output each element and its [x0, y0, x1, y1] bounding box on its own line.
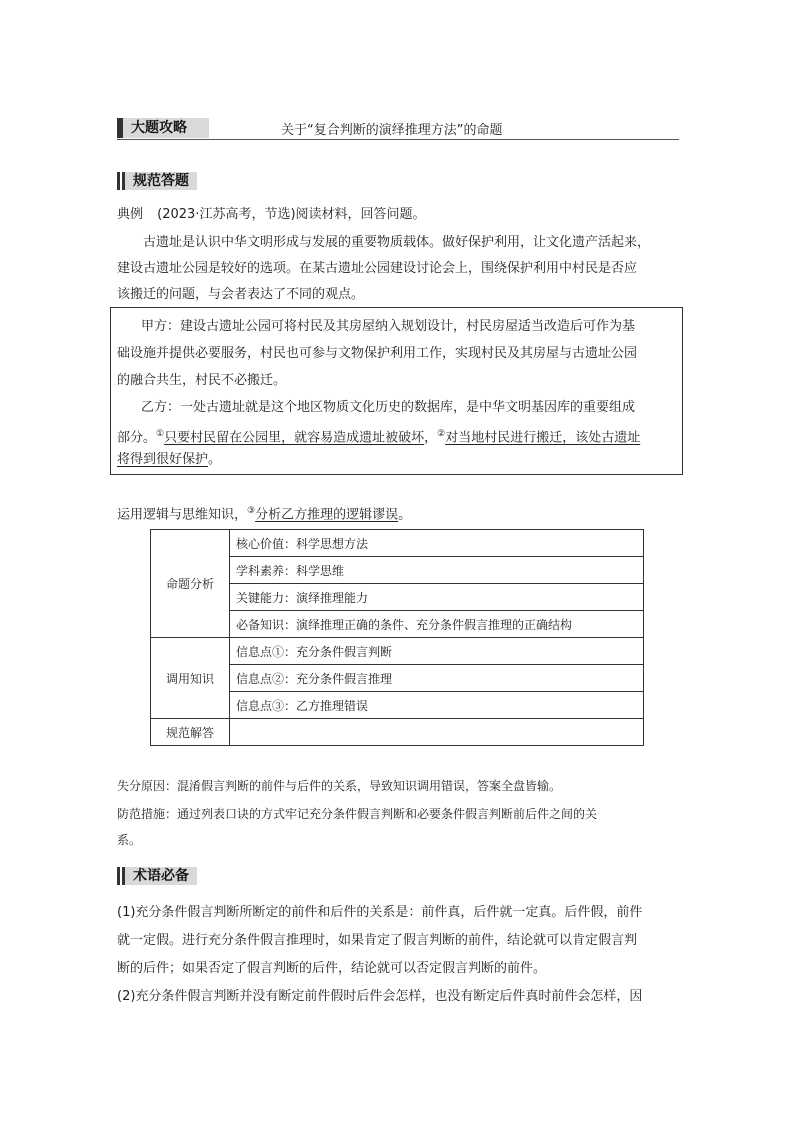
marker-1: ① [156, 429, 165, 439]
material-box [110, 307, 683, 475]
yi-line: 部分。①只要村民留在公园里，就容易造成遗址被破坏，②对当地村民进行搬迁，该处古遗址 [117, 429, 641, 446]
table-cell: 学科素养：科学思维 [230, 557, 644, 584]
jia-line: 础设施并提供必要服务，村民也可参与文物保护利用工作，实现村民及其房屋与古遗址公园 [117, 346, 638, 361]
terms-text [117, 899, 642, 1011]
table-cell: 信息点③：乙方推理错误 [230, 692, 644, 719]
table-row [151, 530, 644, 557]
table-cell: 信息点②：充分条件假言推理 [230, 665, 644, 692]
term-line: (1)充分条件假言判断所断定的前件和后件的关系是：前件真，后件就一定真。后件假，前件 [117, 905, 643, 920]
table-cell: 核心价值：科学思想方法 [230, 530, 644, 557]
header-rule [117, 139, 679, 140]
topic-header [117, 117, 679, 139]
term-line: 断的后件；如果否定了假言判断的后件，结论就可以否定假言判断的前件。 [117, 961, 547, 976]
table-cell: 信息点①：充分条件假言判断 [230, 638, 644, 665]
section-bar [117, 172, 120, 190]
example-source: (2023·江苏高考，节选)阅读材料，回答问题。 [157, 207, 426, 222]
intro-line: 古遗址是认识中华文明形成与发展的重要物质载体。做好保护利用，让文化遗产活起来， [143, 235, 651, 250]
prevention-line: 系。 [117, 833, 142, 847]
question-line: 运用逻辑与思维知识，③分析乙方推理的逻辑谬误。 [117, 506, 412, 523]
question-key: 分析乙方推理的逻辑谬误 [255, 507, 399, 523]
key-phrase-1: 只要村民留在公园里，就容易造成遗址被破坏 [164, 430, 425, 446]
table-row [151, 638, 644, 665]
marker-2: ② [437, 429, 446, 439]
loss-reason: 失分原因：混淆假言判断的前件与后件的关系，导致知识调用错误，答案全盘皆输。 [117, 779, 562, 793]
prevention-line: 防范措施：通过列表口诀的方式牢记充分条件假言判断和必要条件假言判断前后件之间的关 [117, 807, 598, 821]
yi-line: 将得到很好保护。 [117, 452, 222, 467]
example-heading [117, 202, 426, 228]
jia-line: 的融合共生，村民不必搬迁。 [117, 373, 287, 388]
section-title: 规范答题 [125, 172, 197, 190]
section-terms [117, 866, 197, 886]
yi-line: 乙方：一处古遗址就是这个地区物质文化历史的数据库，是中华文明基因库的重要组成 [141, 400, 636, 415]
intro-line: 该搬迁的问题，与会者表达了不同的观点。 [117, 287, 365, 302]
analysis-table [150, 529, 644, 746]
table-row [151, 719, 644, 746]
group-label: 命题分析 [151, 530, 230, 638]
header-tag: 大题攻略 [123, 118, 209, 138]
table-cell: 关键能力：演绎推理能力 [230, 584, 644, 611]
term-line: 就一定假。进行充分条件假言推理时，如果肯定了假言判断的前件，结论就可以肯定假言判 [117, 933, 638, 948]
section-title: 术语必备 [125, 867, 197, 885]
example-label: 典例 [117, 207, 144, 222]
group-label: 规范解答 [151, 719, 230, 746]
intro-line: 建设古遗址公园是较好的选项。在某古遗址公园建设讨论会上，围绕保护利用中村民是否应 [117, 261, 638, 276]
table-cell: 必备知识：演绎推理正确的条件、充分条件假言推理的正确结构 [230, 611, 644, 638]
section-norm-answer [117, 171, 197, 191]
key-phrase-2: 对当地村民进行搬迁，该处古遗址 [445, 430, 641, 446]
jia-line: 甲方：建设古遗址公园可将村民及其房屋纳入规划设计，村民房屋适当改造后可作为基 [141, 319, 636, 334]
section-bar [117, 867, 120, 885]
answer-cell [230, 719, 644, 746]
header-title: 关于“复合判断的演绎推理方法”的命题 [281, 122, 503, 138]
marker-3: ③ [247, 506, 256, 516]
group-label: 调用知识 [151, 638, 230, 719]
term-line: (2)充分条件假言判断并没有断定前件假时后件会怎样，也没有断定后件真时前件会怎样，因 [117, 989, 643, 1004]
example-intro [117, 230, 650, 308]
